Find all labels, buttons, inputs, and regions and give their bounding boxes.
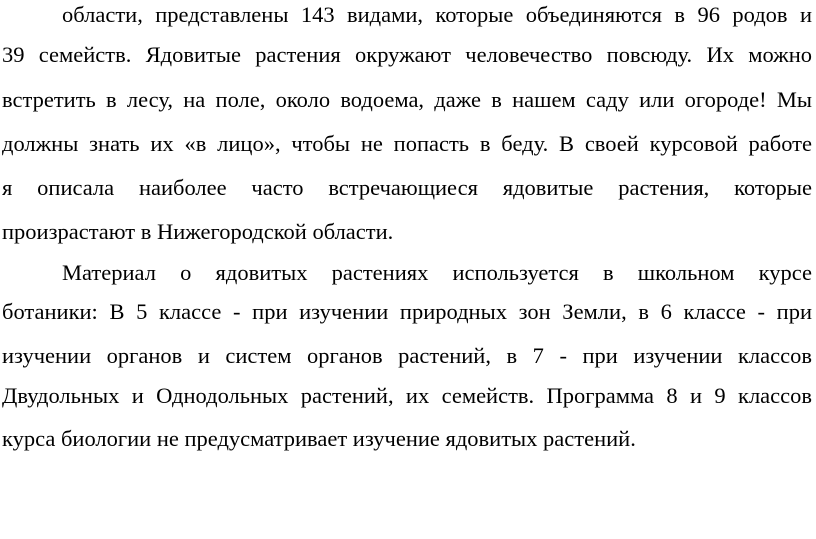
- paragraph-line: ботаники: В 5 классе - при изучении природных зон Земли, в 6 классе - при: [2, 299, 812, 324]
- paragraph-line: 39 семейств. Ядовитые растения окружают человечество повсюду. Их можно: [2, 42, 812, 67]
- paragraph-line: изучении органов и систем органов растений, в 7 - при изучении классов: [2, 343, 812, 368]
- paragraph-line: курса биологии не предусматривает изучение ядовитых растений.: [2, 426, 636, 451]
- paragraph-line: области, представлены 143 видами, которые объединяются в 96 родов и: [62, 2, 812, 27]
- paragraph-line: я описала наиболее часто встречающиеся ядовитые растения, которые: [2, 175, 812, 200]
- paragraph-line: встретить в лесу, на поле, около водоема, даже в нашем саду или огороде! Мы: [2, 87, 812, 112]
- paragraph-line: Двудольных и Однодольных растений, их семейств. Программа 8 и 9 классов: [2, 383, 812, 408]
- paragraph-line: должны знать их «в лицо», чтобы не попасть в беду. В своей курсовой работе: [2, 131, 812, 156]
- paragraph-line: произрастают в Нижегородской области.: [2, 219, 394, 244]
- paragraph-line: Материал о ядовитых растениях используется в школьном курсе: [62, 260, 812, 285]
